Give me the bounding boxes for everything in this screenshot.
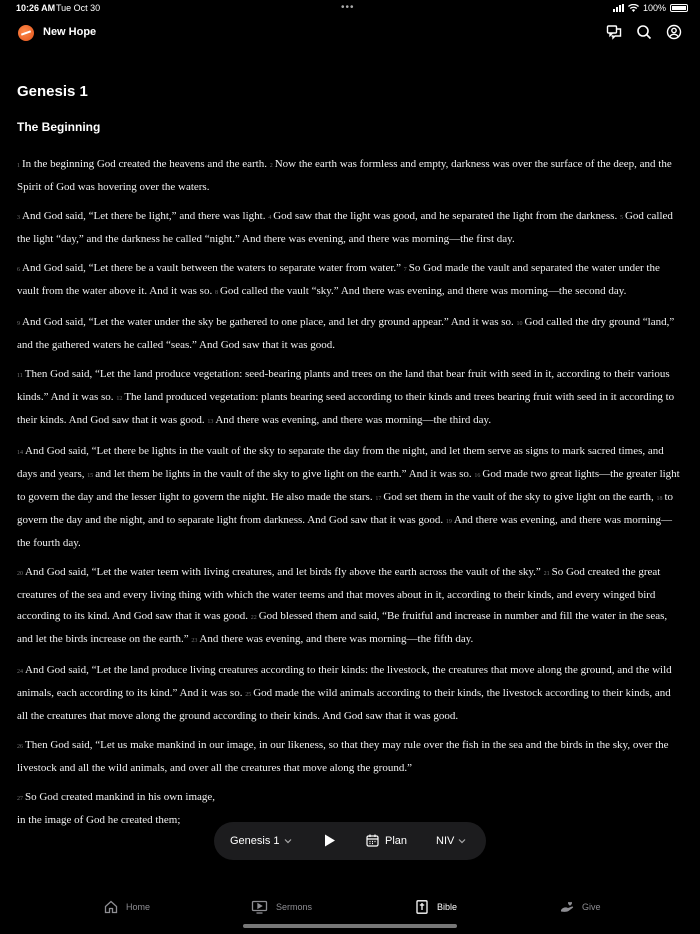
scripture-paragraph [17, 258, 683, 304]
verse-number[interactable]: 21 [543, 571, 550, 577]
verse-number[interactable]: 24 [17, 669, 23, 675]
verse-number[interactable]: 6 [17, 267, 20, 273]
home-indicator[interactable] [243, 924, 457, 928]
verse-text[interactable]: God called the vault “sky.” And there was evening, and there was morning—the second day. [219, 285, 627, 297]
version-selector[interactable] [436, 835, 466, 847]
verse-number[interactable]: 12 [116, 396, 123, 402]
home-icon [104, 900, 118, 914]
version-label: NIV [436, 835, 455, 847]
play-icon[interactable] [324, 834, 336, 847]
scripture-paragraph [17, 364, 683, 433]
profile-icon[interactable] [666, 24, 682, 40]
scripture-text [17, 154, 683, 831]
verse-number[interactable]: 15 [87, 473, 94, 479]
verse-number[interactable]: 22 [250, 615, 257, 621]
verse-text[interactable]: And there was evening, and there was morning—the fifth day. [199, 633, 474, 645]
verse-text[interactable]: And there was evening, and there was morning—the third day. [215, 414, 492, 426]
chapter-selector-label: Genesis 1 [230, 835, 280, 847]
tab-sermons[interactable] [251, 900, 312, 914]
verse-number[interactable]: 10 [516, 321, 523, 327]
scripture-paragraph [17, 562, 683, 652]
chapter-selector[interactable] [230, 835, 292, 847]
bible-reader [17, 80, 683, 839]
verse-number[interactable]: 20 [17, 571, 23, 577]
scripture-paragraph [17, 735, 683, 779]
verse-number[interactable]: 2 [269, 163, 273, 169]
verse-text[interactable]: So God created the great creatures of the sea and every living thing with which the water teems and that moves about in it, according to their kinds, and every winged bird according to its kind. And God saw that it was good. [17, 566, 661, 622]
tab-home-label: Home [126, 902, 151, 912]
verse-number[interactable]: 13 [207, 419, 214, 425]
verse-text[interactable]: Now the earth was formless and empty, darkness was over the surface of the deep, and the Spirit of God was hovering over the waters. [17, 158, 672, 193]
verse-number[interactable]: 3 [17, 215, 20, 221]
verse-number[interactable]: 8 [214, 290, 218, 296]
verse-number[interactable]: 26 [17, 744, 23, 750]
verse-text[interactable]: And God said, “Let the water teem with living creatures, and let birds fly above the earth across the vault of the sky.” [25, 566, 544, 578]
verse-text[interactable]: Then God said, “Let the land produce vegetation: seed-bearing plants and trees on the land that bear fruit with seed in it, according to their various kinds.” And it was so. [17, 368, 670, 403]
verse-text[interactable]: Then God said, “Let us make mankind in our image, in our likeness, so that they may rule over the fish in the sea and the birds in the sky, over the livestock and all the wild animals, and over all the creatures that move along the ground.” [17, 739, 669, 774]
app-logo-icon[interactable] [18, 25, 34, 41]
tab-give-label: Give [582, 902, 601, 912]
verse-number[interactable]: 25 [245, 692, 252, 698]
tab-home[interactable] [104, 900, 150, 914]
cellular-signal-icon [613, 4, 624, 12]
battery-percent: 100% [642, 3, 666, 13]
plan-label: Plan [385, 834, 408, 847]
verse-number[interactable]: 9 [17, 321, 20, 327]
verse-text[interactable]: God called the light “day,” and the darkness he called “night.” And there was evening, and there was morning—the first day. [17, 210, 673, 245]
verse-number[interactable]: 7 [403, 267, 407, 273]
scripture-paragraph [17, 660, 683, 727]
chapter-title: Genesis 1 [17, 83, 88, 100]
chevron-down-icon [284, 837, 292, 845]
verse-text[interactable]: and let them be lights in the vault of the sky to give light on the earth.” And it was so. [95, 468, 475, 480]
status-bar [0, 0, 700, 18]
verse-number[interactable]: 27 [17, 796, 23, 802]
verse-text[interactable]: to govern the day and the night, and to separate light from darkness. And God saw that it was good. [17, 491, 674, 526]
status-time: 10:26 AM [16, 3, 56, 13]
verse-text[interactable]: The land produced vegetation: plants bearing seed according to their kinds and trees bearing fruit with seed in it according to their kinds. And God saw that it was good. [17, 391, 675, 426]
sermons-icon [251, 900, 268, 914]
scripture-paragraph [17, 312, 683, 356]
verse-number[interactable]: 11 [17, 373, 23, 379]
verse-text[interactable]: In the beginning God created the heavens and the earth. [22, 158, 270, 170]
status-date: Tue Oct 30 [56, 3, 101, 13]
verse-number[interactable]: 14 [17, 450, 23, 456]
tab-sermons-label: Sermons [276, 902, 313, 912]
chevron-down-icon [458, 837, 466, 845]
scripture-paragraph [17, 154, 683, 198]
chat-icon[interactable] [606, 24, 622, 40]
tab-give[interactable] [560, 900, 601, 914]
plan-button[interactable] [366, 834, 407, 847]
verse-text[interactable]: And God said, “Let there be lights in the vault of the sky to separate the day from the night, and let them serve as signs to mark sacred times, and days and years, [17, 445, 664, 480]
verse-number[interactable]: 5 [619, 215, 623, 221]
verse-text[interactable]: God set them in the vault of the sky to give light on the earth, [383, 491, 657, 503]
verse-text[interactable]: God blessed them and said, “Be fruitful and increase in number and fill the water in the seas, and let the birds increase on the earth.” [17, 610, 668, 645]
verse-number[interactable]: 4 [268, 215, 272, 221]
search-icon[interactable] [636, 24, 652, 40]
scripture-paragraph [17, 441, 683, 554]
status-indicators [613, 3, 688, 13]
header-actions [606, 24, 682, 40]
multitasking-dots[interactable]: ••• [341, 2, 355, 13]
battery-icon [670, 4, 688, 12]
verse-number[interactable]: 1 [17, 163, 20, 169]
verse-text[interactable]: God called the dry ground “land,” and the gathered waters he called “seas.” And God saw that it was good. [17, 316, 675, 351]
tab-bar [0, 896, 700, 920]
give-icon [560, 900, 574, 914]
verse-text[interactable]: And God said, “Let the water under the sky be gathered to one place, and let dry ground appear.” And it was so. [22, 316, 517, 328]
bible-icon [415, 900, 429, 914]
tab-bible-label: Bible [437, 902, 458, 912]
calendar-icon [366, 834, 379, 847]
reader-control-bar [214, 822, 486, 860]
tab-bible[interactable] [415, 900, 457, 914]
verse-text[interactable]: And God said, “Let there be light,” and there was light. [22, 210, 269, 222]
verse-text[interactable]: in the image of God he created them; [17, 814, 181, 826]
verse-text[interactable]: And there was evening, and there was morning—the fourth day. [17, 514, 673, 549]
verse-text[interactable]: God saw that the light was good, and he separated the light from the darkness. [273, 210, 620, 222]
verse-text[interactable]: God made the wild animals according to their kinds, the livestock according to their kinds, and all the creatures that move along the ground according to their kinds. And God saw that it was good. [17, 687, 671, 722]
verse-number[interactable]: 17 [375, 496, 382, 502]
scripture-paragraph [17, 206, 683, 250]
wifi-icon [628, 4, 639, 12]
verse-text[interactable]: And God said, “Let there be a vault between the waters to separate water from water.” [22, 262, 404, 274]
section-title: The Beginning [17, 120, 101, 134]
verse-text[interactable]: So God made the vault and separated the water under the vault from the water above it. And it was so. [17, 262, 660, 297]
app-title: New Hope [43, 26, 97, 38]
verse-text[interactable]: So God created mankind in his own image, [25, 791, 216, 803]
verse-number[interactable]: 18 [656, 496, 663, 502]
verse-number[interactable]: 19 [445, 519, 452, 525]
verse-number[interactable]: 16 [474, 473, 481, 479]
verse-number[interactable]: 23 [191, 638, 198, 644]
verse-text[interactable]: God made two great lights—the greater light to govern the day and the lesser light to govern the night. He also made the stars. [17, 468, 680, 503]
verse-text[interactable]: And God said, “Let the land produce living creatures according to their kinds: the livestock, the creatures that move along the ground, and the wild animals, each according to its kind.” And it was so. [17, 664, 672, 699]
app-header [0, 22, 700, 46]
